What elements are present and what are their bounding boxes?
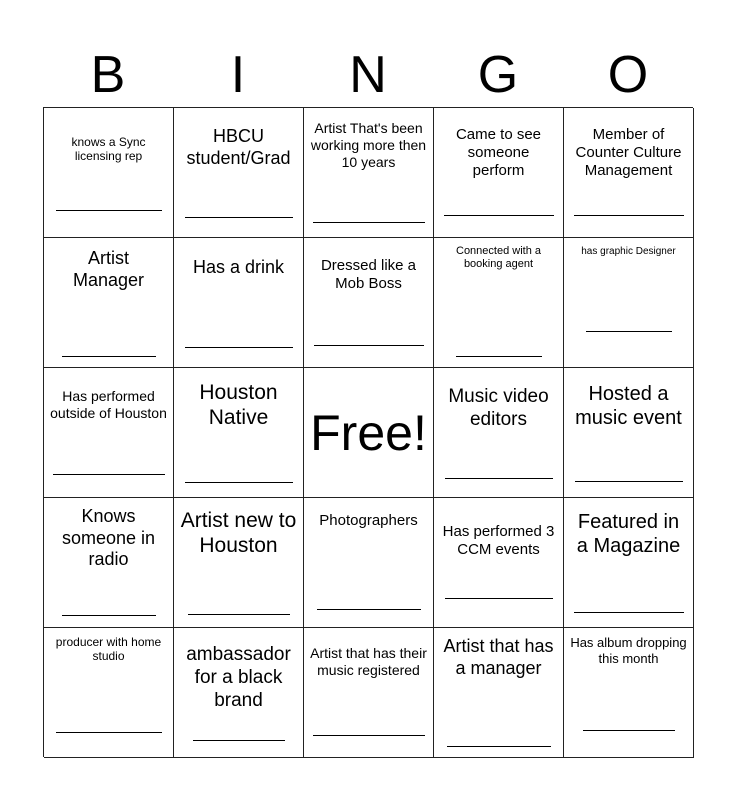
signature-line xyxy=(574,215,684,216)
signature-line xyxy=(188,614,290,615)
signature-line xyxy=(586,331,672,332)
signature-line xyxy=(574,612,684,613)
header-letter-i: I xyxy=(230,46,246,104)
signature-line xyxy=(447,746,551,747)
bingo-cell[interactable] xyxy=(44,368,174,498)
signature-line xyxy=(445,478,553,479)
bingo-cell[interactable] xyxy=(434,108,564,238)
bingo-cell[interactable] xyxy=(174,368,304,498)
signature-line xyxy=(456,356,542,357)
signature-line xyxy=(193,740,285,741)
cell-text: Came to see someone perform xyxy=(455,126,542,179)
signature-line xyxy=(56,210,162,211)
signature-line xyxy=(313,735,425,736)
cell-text: HBCU student/Grad xyxy=(186,126,291,168)
signature-line xyxy=(583,730,675,731)
bingo-cell[interactable] xyxy=(564,238,694,368)
cell-text: has graphic Designer xyxy=(581,246,676,257)
bingo-cell[interactable] xyxy=(44,238,174,368)
bingo-cell xyxy=(304,368,434,498)
bingo-cell[interactable] xyxy=(44,498,174,628)
header-letter-n: N xyxy=(349,46,387,104)
cell-text: Houston Native xyxy=(199,381,278,430)
cell-text: Music video editors xyxy=(448,386,549,430)
signature-line xyxy=(185,347,293,348)
bingo-cell[interactable] xyxy=(174,498,304,628)
bingo-cell[interactable] xyxy=(564,108,694,238)
bingo-cell[interactable] xyxy=(564,498,694,628)
signature-line xyxy=(314,345,424,346)
bingo-cell[interactable] xyxy=(174,628,304,758)
signature-line xyxy=(317,609,421,610)
cell-text: Has performed 3 CCM events xyxy=(442,523,555,558)
bingo-cell[interactable] xyxy=(434,628,564,758)
signature-line xyxy=(575,481,683,482)
cell-text: Member of Counter Culture Management xyxy=(575,126,682,179)
signature-line xyxy=(185,217,293,218)
bingo-cell[interactable] xyxy=(174,238,304,368)
signature-line xyxy=(56,732,162,733)
header-letter-b: B xyxy=(90,46,126,104)
bingo-cell[interactable] xyxy=(434,368,564,498)
cell-text: Featured in a Magazine xyxy=(576,511,681,557)
signature-line xyxy=(445,598,553,599)
header-letter-o: O xyxy=(607,46,649,104)
free-space: Free! xyxy=(310,404,427,461)
cell-text: Has album dropping this month xyxy=(570,635,687,666)
bingo-cell[interactable] xyxy=(434,238,564,368)
cell-text: Artist that has a manager xyxy=(443,636,554,678)
cell-text: producer with home studio xyxy=(55,635,162,664)
bingo-cell[interactable] xyxy=(434,498,564,628)
bingo-cell[interactable] xyxy=(44,628,174,758)
cell-text: ambassador for a black brand xyxy=(186,644,291,711)
signature-line xyxy=(185,482,293,483)
bingo-cell[interactable] xyxy=(304,628,434,758)
bingo-cell[interactable] xyxy=(564,628,694,758)
bingo-board xyxy=(43,107,693,757)
bingo-cell[interactable] xyxy=(304,238,434,368)
cell-text: Knows someone in radio xyxy=(61,506,156,570)
bingo-cell[interactable] xyxy=(304,108,434,238)
cell-text: knows a Sync licensing rep xyxy=(71,135,146,164)
bingo-cell[interactable] xyxy=(174,108,304,238)
signature-line xyxy=(313,222,425,223)
cell-text: Has performed outside of Houston xyxy=(50,388,167,421)
cell-text: Hosted a music event xyxy=(575,383,682,429)
cell-text: Artist Manager xyxy=(72,248,145,290)
cell-text: Connected with a booking agent xyxy=(456,245,541,271)
header-letter-g: G xyxy=(477,46,519,104)
bingo-header xyxy=(43,44,693,106)
signature-line xyxy=(53,474,165,475)
signature-line xyxy=(62,356,156,357)
cell-text: Artist That's been working more then 10 years xyxy=(310,120,427,170)
cell-text: Photographers xyxy=(319,512,418,529)
cell-text: Artist that has their music registered xyxy=(310,645,427,678)
cell-text: Dressed like a Mob Boss xyxy=(320,257,417,292)
cell-text: Artist new to Houston xyxy=(180,509,297,558)
cell-text: Has a drink xyxy=(192,257,285,277)
bingo-cell[interactable] xyxy=(564,368,694,498)
signature-line xyxy=(62,615,156,616)
signature-line xyxy=(444,215,554,216)
bingo-cell[interactable] xyxy=(304,498,434,628)
bingo-cell[interactable] xyxy=(44,108,174,238)
